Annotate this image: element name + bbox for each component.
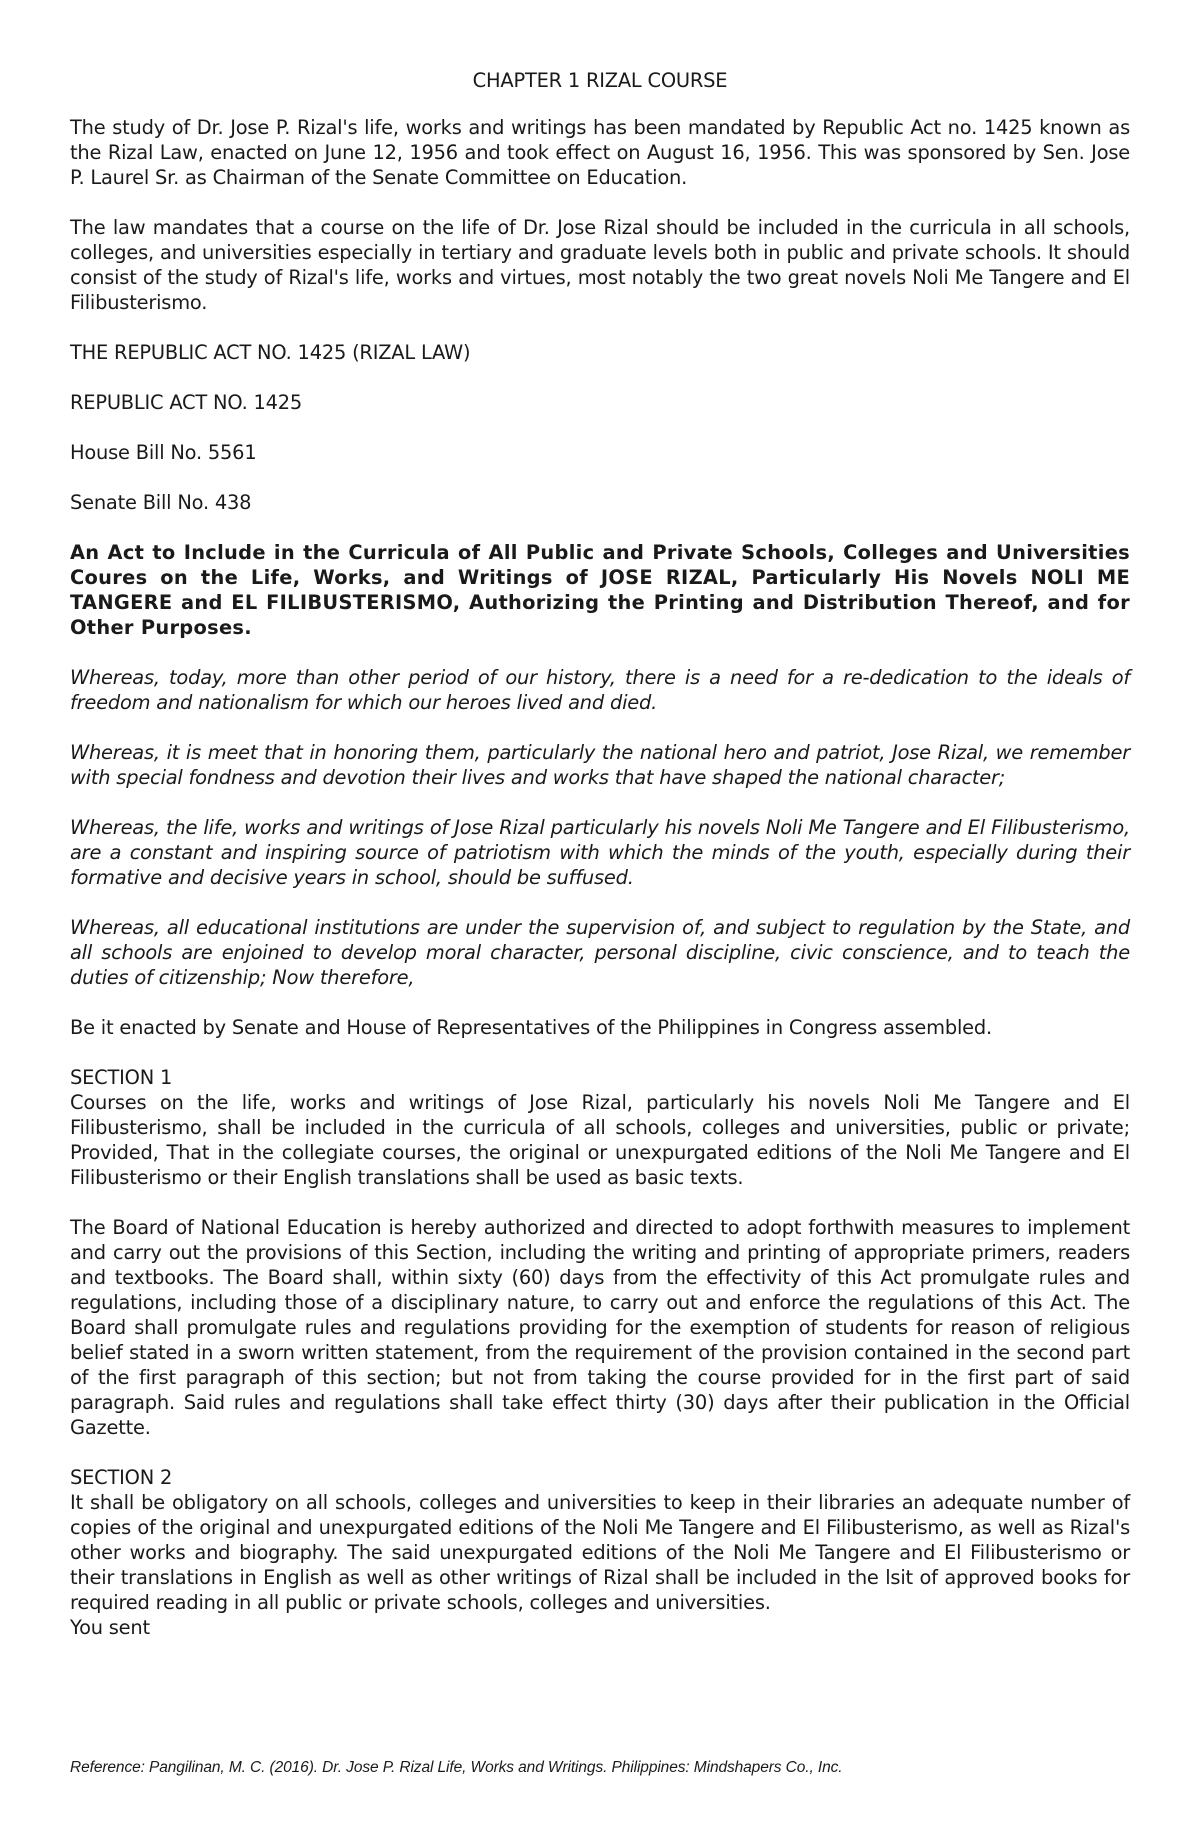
document-page [70, 68, 1130, 1640]
section-2 [70, 1465, 1130, 1615]
whereas-clause-3: Whereas, the life, works and writings of Jose Rizal particularly his novels Noli Me Tangere and El Filibusterismo, are a constant and inspiring source of patriotism with which the minds of the youth, especially during their formative and decisive years in school, should be suffused. [70, 816, 1130, 889]
senate-bill: Senate Bill No. 438 [70, 491, 252, 514]
page-title: CHAPTER 1 RIZAL COURSE [472, 69, 728, 92]
section-2-heading: SECTION 2 [70, 1466, 173, 1489]
whereas-clause-2: Whereas, it is meet that in honoring them, particularly the national hero and patriot, Jose Rizal, we remember with special fondness and devotion their lives and works that have shaped the national character; [70, 741, 1130, 789]
reference-footer: Reference: Pangilinan, M. C. (2016). Dr. Jose P. Rizal Life, Works and Writings. Philippines: Mindshapers Co., Inc. [70, 1759, 843, 1776]
act-title: An Act to Include in the Curricula of All Public and Private Schools, Colleges and Universities Coures on the Life, Works, and Writings of JOSE RIZAL, Particularly His Novels NOLI ME TANGERE and EL FILIBUSTERISMO, Authorizing the Printing and Distribution Thereof, and for Other Purposes. [70, 541, 1130, 639]
house-bill: House Bill No. 5561 [70, 441, 257, 464]
section-1-heading: SECTION 1 [70, 1066, 173, 1089]
intro-paragraph-2: The law mandates that a course on the life of Dr. Jose Rizal should be included in the curricula in all schools, colleges, and universities especially in tertiary and graduate levels both in public and private schools. It should consist of the study of Rizal's life, works and virtues, most notably the two great novels Noli Me Tangere and El Filibusterismo. [70, 216, 1130, 314]
intro-paragraph-1: The study of Dr. Jose P. Rizal's life, works and writings has been mandated by Republic Act no. 1425 known as the Rizal Law, enacted on June 12, 1956 and took effect on August 16, 1956. This was sponsored by Sen. Jose P. Laurel Sr. as Chairman of the Senate Committee on Education. [70, 116, 1130, 189]
act-number: REPUBLIC ACT NO. 1425 [70, 391, 303, 414]
section-1-text: Courses on the life, works and writings of Jose Rizal, particularly his novels Noli Me Tangere and El Filibusterismo, shall be included in the curricula of all schools, colleges and universities, public or private; Provided, That in the collegiate courses, the original or unexpurgated editions of the Noli Me Tangere and El Filibusterismo or their English translations shall be used as basic texts. [70, 1091, 1130, 1189]
whereas-clause-4: Whereas, all educational institutions are under the supervision of, and subject to regulation by the State, and all schools are enjoined to develop moral character, personal discipline, civic conscience, and to teach the duties of citizenship; Now therefore, [70, 916, 1130, 989]
section-2-text: It shall be obligatory on all schools, colleges and universities to keep in their libraries an adequate number of copies of the original and unexpurgated editions of the Noli Me Tangere and El Filibusterismo, as well as Rizal's other works and biography. The said unexpurgated editions of the Noli Me Tangere and El Filibusterismo or their translations in English as well as other writings of Rizal shall be included in the lsit of approved books for required reading in all public or private schools, colleges and universities. [70, 1491, 1130, 1614]
act-heading: THE REPUBLIC ACT NO. 1425 (RIZAL LAW) [70, 341, 471, 364]
enacting-clause: Be it enacted by Senate and House of Representatives of the Philippines in Congress assembled. [70, 1016, 992, 1039]
section-1 [70, 1065, 1130, 1190]
board-paragraph: The Board of National Education is hereby authorized and directed to adopt forthwith measures to implement and carry out the provisions of this Section, including the writing and printing of appropriate primers, readers and textbooks. The Board shall, within sixty (60) days from the effectivity of this Act promulgate rules and regulations, including those of a disciplinary nature, to carry out and enforce the regulations of this Act. The Board shall promulgate rules and regulations providing for the exemption of students for reason of religious belief stated in a sworn written statement, from the requirement of the provision contained in the second part of the first paragraph of this section; but not from taking the course provided for in the first part of said paragraph. Said rules and regulations shall take effect thirty (30) days after their publication in the Official Gazette. [70, 1216, 1130, 1439]
you-sent-text: You sent [70, 1616, 150, 1639]
whereas-clause-1: Whereas, today, more than other period of our history, there is a need for a re-dedication to the ideals of freedom and nationalism for which our heroes lived and died. [70, 666, 1130, 714]
